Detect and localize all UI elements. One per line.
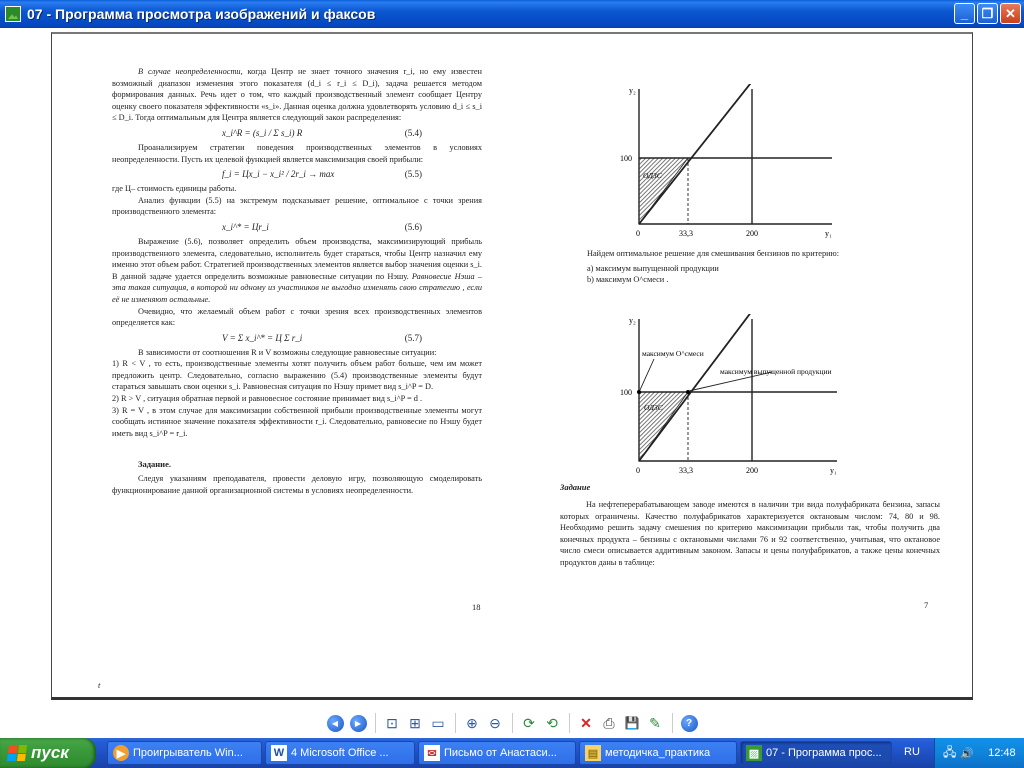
feasible-region-chart-2 bbox=[592, 314, 892, 499]
task-text: На нефтеперерабатывающем заводе имеются в наличии три вида полуфабриката бензина, запасы которых ограничены. Качество полуфабрикатов характеризуется октановым числом: 74, 80 и 98. Необходимо решить задачу смешения по критерию максимизации прибыли так, чтобы получить два конечных продукта – бензины с октановыми числами 76 и 92 соответственно, учитывая, что октановое число смеси описывается аддитивным законом. Запасы и цены полуфабрикатов, а также цены конечных продуктов даны в таблице: bbox=[560, 500, 940, 567]
task-label: Письмо от Анастаси... bbox=[444, 747, 557, 759]
constraint-diagonal bbox=[639, 84, 754, 224]
y-label: y₂ bbox=[629, 86, 636, 95]
task-heading: Задание bbox=[560, 482, 591, 492]
annotation-max-output: максимум выпущенной продукции bbox=[720, 367, 832, 376]
word-icon: W bbox=[271, 745, 287, 761]
paragraph: Выражение (5.6), позволяет определить объем производства, максимизирующий прибыль производственного элемента, следовательно, исполнитель будет стараться, чтобы Центр назначил ему именно этот объем работ. Стратегией производственных элементов является выбор значения оценки s_i. В данной задаче удается определить возможные равновесные ситуации по Нэшу. Равновесие Нэша – эта такая ситуация, в которой ни одному из участников не выгодно изменять свою стратегию , если её не изменяют остальные. bbox=[112, 236, 482, 304]
question-b: b) максимум O^смеси . bbox=[587, 275, 669, 285]
x-label: y₁ bbox=[830, 466, 837, 475]
page-number-left: 18 bbox=[472, 602, 481, 612]
task-text: Следуя указаниям преподавателя, провести деловую игру, позволяющую смоделировать функционирование данной организационной системы в условиях неопределенности. bbox=[112, 474, 482, 496]
taskbar-item-word[interactable] bbox=[265, 741, 415, 765]
x-tick-33: 33,3 bbox=[679, 229, 693, 238]
region-label: ОДЗС bbox=[643, 171, 662, 180]
origin-label: 0 bbox=[636, 229, 640, 238]
pointer-mix bbox=[640, 359, 654, 390]
viewer-toolbar bbox=[0, 708, 1024, 738]
paragraph: Проанализируем стратегии поведения производственных элементов в условиях неопределенности. Пусть их целевой функцией является максимизация своей прибыли: bbox=[112, 142, 482, 164]
taskbar-item-media-player[interactable] bbox=[107, 741, 262, 765]
formula-5-6: x_i^* = Цr_i (5.6) bbox=[222, 221, 422, 232]
toolbar-divider bbox=[569, 713, 570, 733]
right-page-bottom bbox=[560, 482, 940, 592]
previous-image-button[interactable]: ◀ bbox=[327, 715, 344, 732]
optimum-point-mix bbox=[637, 390, 641, 394]
mail-icon: ✉ bbox=[424, 745, 440, 761]
next-image-button[interactable]: ▶ bbox=[350, 715, 367, 732]
media-player-icon: ▶ bbox=[113, 745, 129, 761]
paragraph: В случае неопределенности, когда Центр не знает точного значения r_i, но ему известен возможный диапазон изменения этого показателя (d_i ≤ r_i ≤ D_i), задача решается методом формирования данных. Речь идет о том, что каждый производственный элемент сообщает Центру оценку своего показателя эффективности «s_i». Данная оценка должна удовлетворять условию d_i ≤ s_i ≤ D_i. Тогда оптимальным для Центра является следующий закон распределения: bbox=[112, 67, 482, 123]
x-tick-33: 33,3 bbox=[679, 466, 693, 475]
maximize-button[interactable]: ❐ bbox=[977, 3, 998, 24]
taskbar-item-image-viewer[interactable] bbox=[740, 741, 892, 765]
delete-button[interactable]: ✕ bbox=[580, 714, 592, 731]
constraint-diagonal bbox=[639, 314, 752, 461]
rotate-counterclockwise-button[interactable]: ⟲ bbox=[546, 714, 558, 731]
best-fit-button[interactable]: ⊡ bbox=[386, 714, 398, 731]
network-icon[interactable]: 🖧 bbox=[943, 744, 957, 759]
y-tick-100: 100 bbox=[620, 388, 632, 397]
left-page bbox=[112, 66, 482, 729]
volume-icon[interactable]: 🔊 bbox=[960, 747, 975, 760]
paragraph: Анализ функции (5.5) на экстремум подсказывает решение, оптимальное с точки зрения производственного элемента: bbox=[112, 195, 482, 217]
page-number-right: 7 bbox=[924, 600, 929, 610]
help-button[interactable]: ? bbox=[681, 715, 698, 732]
formula-5-4: x_i^R = (s_i / Σ s_i) R (5.4) bbox=[222, 127, 422, 138]
paragraph: Очевидно, что желаемый объем работ с точки зрения всех производственных элементов определяется как: bbox=[112, 306, 482, 328]
system-tray bbox=[934, 738, 1024, 768]
question-intro: Найдем оптимальное решение для смешивания бензинов по критерию: bbox=[587, 249, 840, 258]
x-tick-200: 200 bbox=[746, 466, 758, 475]
folder-icon: ▤ bbox=[585, 745, 601, 761]
print-button[interactable]: ⎙ bbox=[603, 714, 615, 731]
task-label: Проигрыватель Win... bbox=[133, 747, 243, 759]
close-button[interactable]: ✕ bbox=[1000, 3, 1021, 24]
toolbar-divider bbox=[455, 713, 456, 733]
title-bar[interactable] bbox=[0, 0, 1024, 28]
slideshow-button[interactable]: ▭ bbox=[431, 714, 445, 731]
minimize-button[interactable]: _ bbox=[954, 3, 975, 24]
window-controls bbox=[954, 3, 1021, 24]
image-viewer-icon bbox=[5, 6, 21, 22]
region-label: ОДЗС bbox=[644, 403, 663, 412]
y-label: y₂ bbox=[629, 316, 636, 325]
formula-5-7: V = Σ x_i^* = Ц Σ r_i (5.7) bbox=[222, 332, 422, 343]
toolbar-divider bbox=[512, 713, 513, 733]
zoom-in-button[interactable]: ⊕ bbox=[466, 714, 478, 731]
question-a: a) максимум выпущенной продукции bbox=[587, 263, 719, 273]
taskbar bbox=[0, 738, 1024, 768]
actual-size-button[interactable]: ⊞ bbox=[409, 714, 421, 731]
task-label: 4 Microsoft Office ... bbox=[291, 747, 389, 759]
start-label: пуск bbox=[31, 743, 69, 762]
image-viewport[interactable] bbox=[0, 28, 1024, 708]
save-button[interactable]: 💾 bbox=[624, 716, 640, 730]
edit-button[interactable]: ✎ bbox=[649, 714, 661, 731]
list-item: 2) R > V , ситуация обратная первой и равновесное состояние принимает вид s_i^P = d . bbox=[112, 394, 423, 404]
feasible-region-chart-1 bbox=[592, 84, 852, 269]
scanned-document bbox=[51, 32, 973, 700]
clock[interactable]: 12:48 bbox=[988, 747, 1016, 759]
taskbar-item-mail[interactable] bbox=[418, 741, 576, 765]
start-button[interactable] bbox=[0, 738, 96, 768]
toolbar-divider bbox=[375, 713, 376, 733]
window-title: 07 - Программа просмотра изображений и факсов bbox=[27, 6, 376, 22]
image-viewer-icon: ▨ bbox=[746, 745, 762, 761]
taskbar-item-folder[interactable] bbox=[579, 741, 737, 765]
toolbar-divider bbox=[672, 713, 673, 733]
x-label: y₁ bbox=[825, 229, 832, 238]
task-label: 07 - Программа прос... bbox=[766, 747, 882, 759]
corner-mark: t bbox=[98, 680, 101, 690]
zoom-out-button[interactable]: ⊖ bbox=[489, 714, 501, 731]
y-tick-100: 100 bbox=[620, 154, 632, 163]
windows-flag-icon bbox=[7, 745, 27, 761]
origin-label: 0 bbox=[636, 466, 640, 475]
x-tick-200: 200 bbox=[746, 229, 758, 238]
task-heading: Задание. bbox=[138, 459, 171, 470]
task-label: методичка_практика bbox=[605, 747, 711, 759]
paragraph: где Ц– стоимость единицы работы. bbox=[112, 184, 237, 194]
language-indicator[interactable]: RU bbox=[904, 746, 920, 758]
paragraph: В зависимости от соотношения R и V возможны следующие равновесные ситуации: bbox=[138, 347, 437, 357]
annotation-max-mix: максимум O^смеси bbox=[642, 349, 704, 358]
right-page-mid bbox=[587, 248, 967, 308]
italic-lead: В случае неопределенности bbox=[138, 67, 241, 76]
list-item: 1) R < V , то есть, производственные элементы хотят получить объем работ больше, чем им может предложить центр. Следовательно, согласно выражению (5.4) производственные элементы будут стараться завышать свои оценки s_i. Равновесная ситуация по Нэшу примет вид s_i^P = D. bbox=[112, 359, 482, 392]
formula-5-5: f_i = Цx_i − x_i² / 2r_i → max (5.5) bbox=[222, 169, 422, 180]
list-item: 3) R = V , в этом случае для максимизации собственной прибыли производственные элементы могут сообщать истинное значение показателя эффективности r_i. Следовательно, равновесие по Нэшу будет иметь вид s_i^P = r_i. bbox=[112, 405, 482, 438]
rotate-clockwise-button[interactable]: ⟳ bbox=[523, 714, 535, 731]
